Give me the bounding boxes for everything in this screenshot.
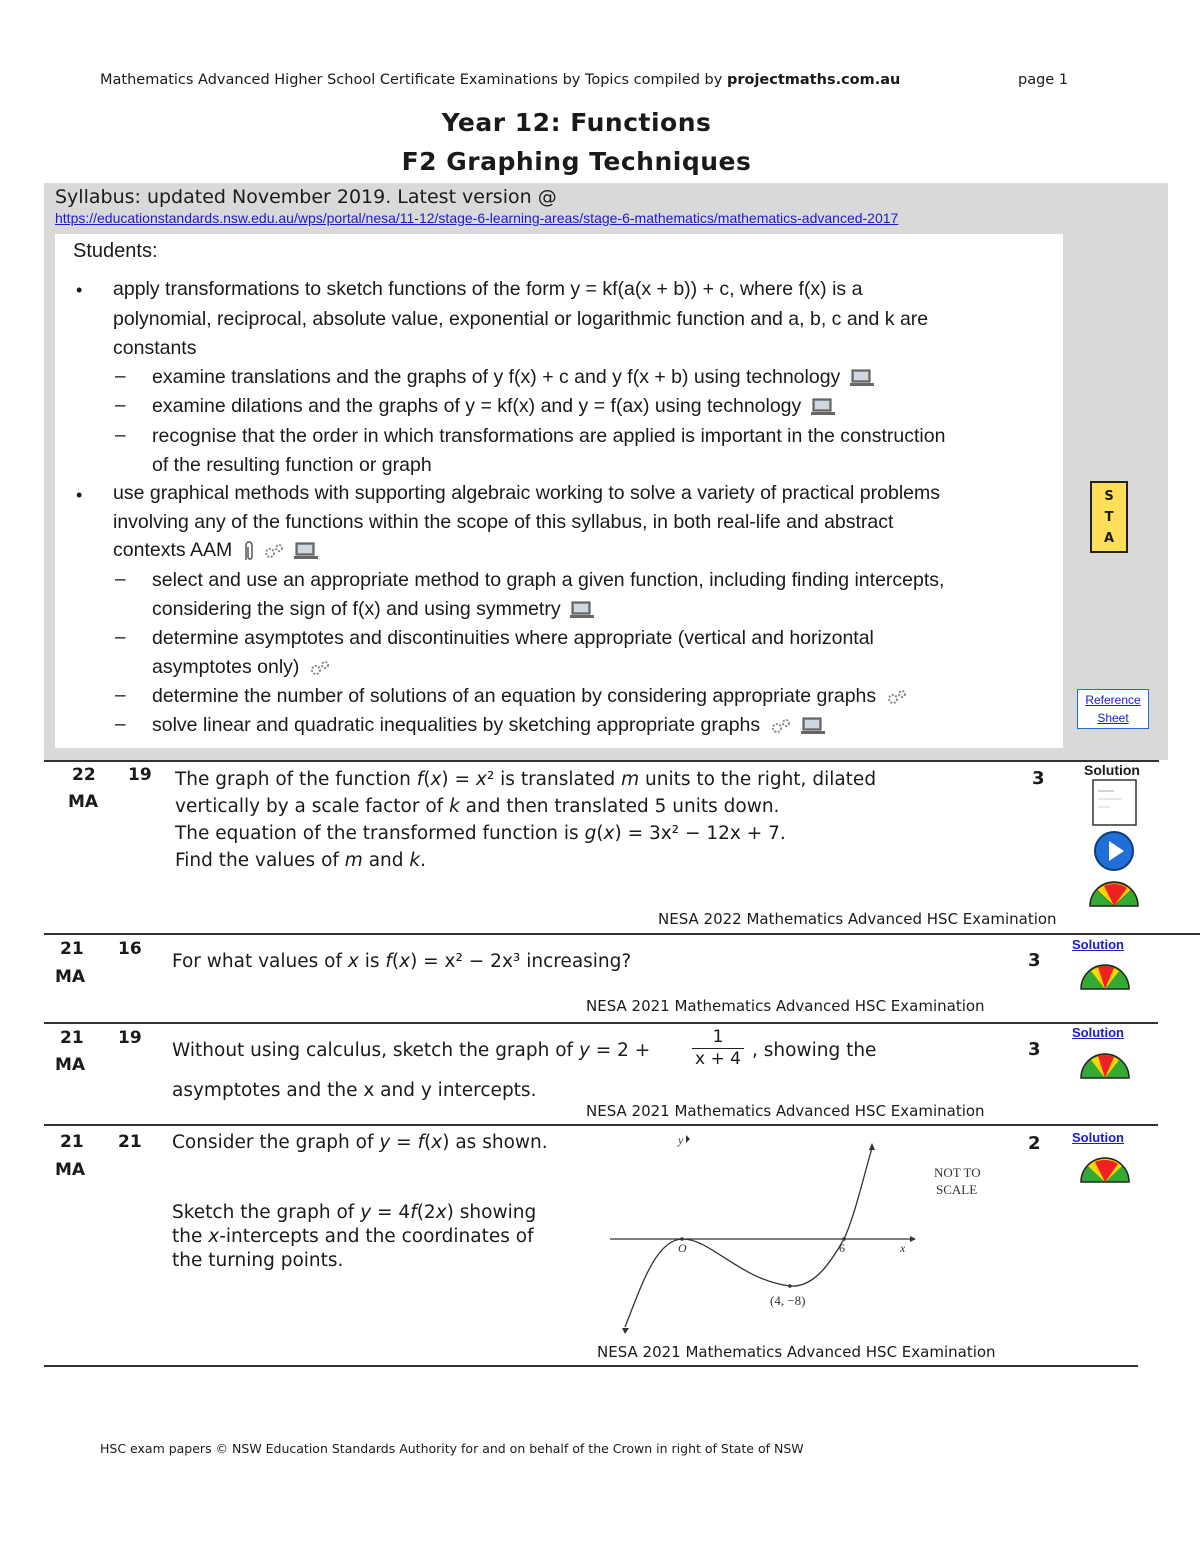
fraction <box>692 1027 744 1070</box>
computer-icon <box>811 398 835 416</box>
gears-icon <box>770 718 792 734</box>
syllabus-line: determine the number of solutions of an equation by considering appropriate graphs <box>152 685 908 708</box>
question-number: 21 <box>118 1132 142 1152</box>
header-site[interactable]: projectmaths.com.au <box>726 72 901 88</box>
syllabus-line: determine asymptotes and discontinuities where appropriate (vertical and horizontal <box>152 627 874 649</box>
reference-sheet-button[interactable] <box>1077 689 1149 729</box>
question-text: asymptotes and the x and y intercepts. <box>172 1080 537 1101</box>
dash: – <box>115 569 126 590</box>
computer-icon <box>801 717 825 735</box>
computer-icon <box>294 542 318 560</box>
question-number: 19 <box>118 1028 142 1048</box>
difficulty-gauge-icon <box>1078 1154 1132 1184</box>
question-text: For what values of x is f(x) = x² − 2x³ increasing? <box>172 951 632 972</box>
x-axis-label: x <box>900 1241 906 1255</box>
dash: – <box>115 425 126 446</box>
question-course: MA <box>55 1055 86 1075</box>
worksheet-thumbnail-icon[interactable] <box>1092 779 1137 826</box>
solution-label: Solution <box>1084 762 1140 778</box>
y-axis-label: y <box>678 1133 684 1147</box>
page-header <box>100 72 900 88</box>
question-text-end: , showing the <box>752 1040 877 1061</box>
solution-link[interactable]: Solution <box>1072 1025 1124 1040</box>
question-marks: 3 <box>1028 950 1041 971</box>
difficulty-gauge-icon <box>1087 878 1141 908</box>
gears-icon <box>886 689 908 705</box>
question-course: MA <box>68 792 99 812</box>
syllabus-line: examine translations and the graphs of y f(x) + c and y f(x + b) using technology <box>152 366 874 389</box>
question-text: The graph of the function f(x) = x² is translated m units to the right, dilated vertically by a scale factor of k and then translated 5 units down. The equation of the transformed function is g(x) = 3x² − 12x + 7. Find the values of m and k. <box>175 769 877 871</box>
solution-link[interactable]: Solution <box>1072 1130 1124 1145</box>
divider <box>44 760 1159 762</box>
sta-badge[interactable] <box>1090 481 1128 553</box>
question-course: MA <box>55 1160 86 1180</box>
dash: – <box>115 685 126 706</box>
gears-icon <box>263 543 285 559</box>
syllabus-line: of the resulting function or graph <box>152 454 432 476</box>
question-number: 16 <box>118 939 142 959</box>
turning-point-label: (4, −8) <box>770 1293 806 1308</box>
question-year: 22 <box>72 765 96 785</box>
gears-icon <box>309 660 331 676</box>
syllabus-line: use graphical methods with supporting algebraic working to solve a variety of practical problems <box>113 482 940 504</box>
question-number: 19 <box>128 765 152 785</box>
exam-source: NESA 2022 Mathematics Advanced HSC Examination <box>658 910 1057 928</box>
dash: – <box>115 366 126 387</box>
origin-label: O <box>678 1241 687 1255</box>
paperclip-icon <box>242 540 254 562</box>
page-number: page 1 <box>1018 72 1069 88</box>
reference-label: Reference <box>1085 693 1141 707</box>
dash: – <box>115 395 126 416</box>
syllabus-line: select and use an appropriate method to graph a given function, including finding intercepts, <box>152 569 945 591</box>
play-video-icon[interactable] <box>1093 830 1135 872</box>
syllabus-line: examine dilations and the graphs of y = kf(x) and y = f(ax) using technology <box>152 395 835 418</box>
exam-source: NESA 2021 Mathematics Advanced HSC Examination <box>597 1343 996 1361</box>
question-marks: 3 <box>1028 1039 1041 1060</box>
students-heading: Students: <box>73 240 158 262</box>
syllabus-line: solve linear and quadratic inequalities by sketching appropriate graphs <box>152 714 825 737</box>
syllabus-line: considering the sign of f(x) and using symmetry <box>152 598 594 621</box>
footer-copyright: HSC exam papers © NSW Education Standards Authority for and on behalf of the Crown in right of State of NSW <box>100 1441 804 1456</box>
bullet: • <box>76 280 83 300</box>
note-line-2: SCALE <box>936 1182 978 1197</box>
divider <box>44 1124 1158 1126</box>
syllabus-line: involving any of the functions within the scope of this syllabus, in both real-life and abstract <box>113 511 894 533</box>
question-year: 21 <box>60 1132 84 1152</box>
dash: – <box>115 714 126 735</box>
dash: – <box>115 627 126 648</box>
exam-source: NESA 2021 Mathematics Advanced HSC Examination <box>586 1102 985 1120</box>
question-instructions: Sketch the graph of y = 4f(2x) showing the x-intercepts and the coordinates of the turning points. <box>172 1202 537 1271</box>
fraction-denominator: x + 4 <box>692 1048 744 1070</box>
question-year: 21 <box>60 1028 84 1048</box>
syllabus-line: apply transformations to sketch functions of the form y = kf(a(x + b)) + c, where f(x) is a <box>113 278 863 300</box>
exam-source: NESA 2021 Mathematics Advanced HSC Examination <box>586 997 985 1015</box>
question-course: MA <box>55 967 86 987</box>
syllabus-line: asymptotes only) <box>152 656 331 679</box>
computer-icon <box>570 601 594 619</box>
sta-letter: T <box>1104 510 1114 525</box>
syllabus-line: recognise that the order in which transformations are applied is important in the construction <box>152 425 946 447</box>
question-marks: 2 <box>1028 1133 1041 1154</box>
cubic-graph <box>600 1130 1020 1340</box>
syllabus-link[interactable]: https://educationstandards.nsw.edu.au/wps/portal/nesa/11-12/stage-6-learning-areas/stage-6-mathematics/mathematics-advanced-2017 <box>55 210 899 226</box>
page-title: Year 12: Functions <box>441 108 712 137</box>
difficulty-gauge-icon <box>1078 961 1132 991</box>
sta-letter: S <box>1104 489 1114 504</box>
sta-letter: A <box>1103 531 1115 546</box>
curve <box>625 1148 872 1327</box>
question-text: Without using calculus, sketch the graph of y = 2 + <box>172 1040 651 1061</box>
page-subtitle: F2 Graphing Techniques <box>401 147 752 176</box>
header-text: Mathematics Advanced Higher School Certificate Examinations by Topics compiled by <box>100 72 723 88</box>
question-text: Consider the graph of y = f(x) as shown. <box>172 1132 548 1153</box>
divider <box>44 1022 1158 1024</box>
fraction-numerator: 1 <box>712 1027 724 1047</box>
difficulty-gauge-icon <box>1078 1050 1132 1080</box>
syllabus-line: constants <box>113 337 197 359</box>
question-marks: 3 <box>1032 768 1045 789</box>
computer-icon <box>850 369 874 387</box>
sheet-label: Sheet <box>1097 711 1129 725</box>
bullet: • <box>76 485 83 505</box>
note-line-1: NOT TO <box>934 1165 981 1180</box>
syllabus-line: polynomial, reciprocal, absolute value, exponential or logarithmic function and a, b, c and k are <box>113 308 929 330</box>
divider <box>44 933 1200 935</box>
syllabus-heading: Syllabus: updated November 2019. Latest version @ <box>55 186 557 208</box>
divider <box>44 1365 1138 1367</box>
question-year: 21 <box>60 939 84 959</box>
solution-link[interactable]: Solution <box>1072 937 1124 952</box>
intercept-label: 6 <box>839 1241 845 1255</box>
syllabus-line: contexts AAM <box>113 539 318 562</box>
